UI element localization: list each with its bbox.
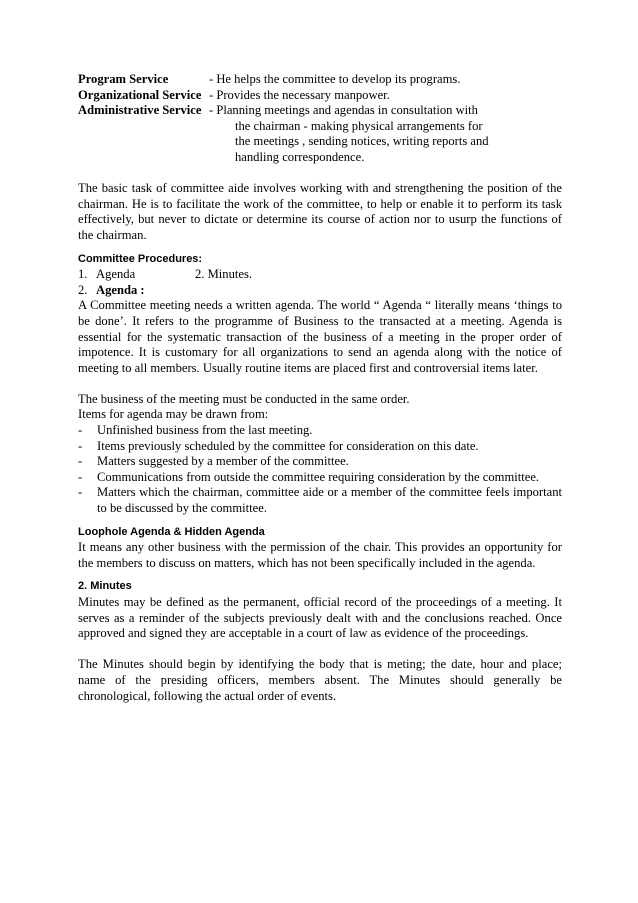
- paragraph-minutes-1: Minutes may be defined as the permanent, official record of the proceedings of a meeting. It serves as a reminder of the subjects previously dealt with and the conclusions reached. Once approved and signed they are acceptable in a court of law as evidence of the proceedings.: [78, 595, 562, 641]
- agenda-items-list: [78, 423, 562, 517]
- paragraph-loophole: It means any other business with the permission of the chair. This provides an opportunity for the members to discuss on matters, which has not been specifically included in the agenda.: [78, 540, 562, 570]
- list-item: - Communications from outside the committee requiring consideration by the committee.: [78, 469, 540, 484]
- service-row-administrative: [78, 103, 562, 165]
- list-item: - Matters which the chairman, committee aide or a member of the committee feels important to be discussed by the committee.: [78, 485, 562, 516]
- procedure-list-line: 1. Agenda 2. Minutes.: [78, 267, 253, 282]
- paragraph-items-drawn: Items for agenda may be drawn from:: [78, 407, 269, 422]
- list-item: - Unfinished business from the last meeting.: [78, 423, 313, 438]
- procedure-item-minutes: Minutes.: [207, 267, 253, 282]
- paragraph-minutes-2: The Minutes should begin by identifying the body that is meting; the date, hour and place; name of the presiding officers, members absent. The Minutes should generally be chronological, following the actual order of events.: [78, 657, 562, 703]
- service-desc-line: the chairman - making physical arrangements for: [235, 118, 483, 133]
- service-desc-line: - Provides the necessary manpower.: [209, 87, 390, 102]
- service-desc-line: handling correspondence.: [235, 149, 365, 164]
- service-name: Program Service: [78, 72, 169, 86]
- list-item: - Matters suggested by a member of the committee.: [78, 454, 349, 469]
- service-name: Administrative Service: [78, 103, 202, 118]
- agenda-subheading: 2. Agenda :: [78, 282, 145, 297]
- service-desc-line: the meetings , sending notices, writing reports and: [235, 134, 489, 149]
- document-body: [78, 72, 562, 704]
- section-heading-committee-procedures: Committee Procedures:: [78, 252, 203, 265]
- procedure-item-agenda: Agenda: [96, 267, 136, 282]
- paragraph-same-order: The business of the meeting must be conducted in the same order.: [78, 391, 410, 406]
- service-desc-line: - Planning meetings and agendas in consultation with: [209, 103, 478, 118]
- section-heading-loophole: Loophole Agenda & Hidden Agenda: [78, 525, 265, 538]
- paragraph-basic-task: The basic task of committee aide involves working with and strengthening the position of the chairman. He is to facilitate the work of the committee, to help or enable it to perform its task effectively, but never to dictate or determine its course of action nor to usurp the functions of the chairman.: [78, 181, 562, 242]
- service-desc-line: - He helps the committee to develop its programs.: [209, 72, 461, 86]
- service-row-program: [78, 72, 562, 88]
- service-name: Organizational Service: [78, 87, 202, 102]
- paragraph-agenda: A Committee meeting needs a written agenda. The world “ Agenda “ literally means ‘things to be done’. It refers to the programme of Business to the transacted at a meeting. Agenda is essential for the systematic transaction of the business of a meeting in the proper order of impotence. It is customary for all organizations to send an agenda along with the notice of meeting to all members. Usually routine items are placed first and controversial items later.: [78, 298, 562, 375]
- section-heading-minutes: 2. Minutes: [78, 580, 132, 593]
- service-row-organizational: [78, 88, 562, 104]
- list-item: - Items previously scheduled by the committee for consideration on this date.: [78, 438, 479, 453]
